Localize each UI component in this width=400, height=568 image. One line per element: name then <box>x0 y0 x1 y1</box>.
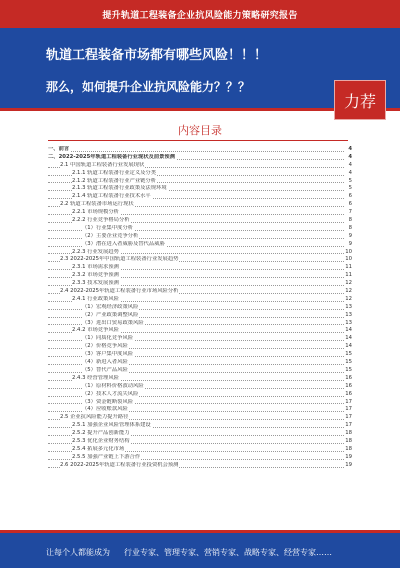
toc-entry-text: 2.5.1 加强企业风险管理体系建设 <box>72 422 151 429</box>
toc-entry-page: 19 <box>345 453 352 460</box>
toc-entry-text: 2.1.4 轨道工程装备行业技术水平 <box>72 193 151 200</box>
toc-entry-page: 13 <box>345 311 352 318</box>
toc-entry-page: 14 <box>345 327 352 334</box>
toc-entry[interactable] <box>48 359 352 367</box>
toc-entry-text: 2.2.1 市场规模分析 <box>72 209 119 216</box>
toc-entry-page: 18 <box>345 430 352 437</box>
toc-entry[interactable] <box>48 312 352 320</box>
toc-entry[interactable] <box>48 264 352 272</box>
toc-entry-page: 8 <box>348 224 352 231</box>
toc-entry-text: 2.2.2 行业竞争格局分析 <box>72 217 130 224</box>
toc-entry-text: （2）产业政策调整风险 <box>82 311 139 318</box>
toc-entry-text: （4）新进入者风险 <box>82 359 128 366</box>
table-of-contents <box>48 146 352 470</box>
toc-entry[interactable] <box>48 327 352 335</box>
toc-entry[interactable] <box>48 454 352 462</box>
toc-entry[interactable] <box>48 406 352 414</box>
toc-entry-text: 2.1 中国轨道工程装备行业发展现状 <box>60 161 145 168</box>
toc-entry-page: 10 <box>345 256 352 263</box>
toc-entry-page: 17 <box>345 422 352 429</box>
toc-entry-page: 12 <box>345 280 352 287</box>
toc-entry[interactable] <box>48 146 352 154</box>
banner-subheadline: 那么，如何提升企业抗风险能力？？？ <box>46 80 251 94</box>
toc-entry-text: 2.4 2022-2025年轨道工程装备行业市场风险分析 <box>60 288 179 295</box>
toc-entry-text: 2.5.2 提升产品创新能力 <box>72 430 130 437</box>
toc-entry-page: 18 <box>345 445 352 452</box>
toc-entry-page: 18 <box>345 437 352 444</box>
toc-entry[interactable] <box>48 217 352 225</box>
toc-entry-text: 2.1.3 轨道工程装备行业政策及法规环境 <box>72 185 167 192</box>
recommend-logo: 力荐 <box>334 80 386 120</box>
toc-entry-page: 16 <box>345 390 352 397</box>
toc-entry[interactable] <box>48 351 352 359</box>
toc-entry[interactable] <box>48 446 352 454</box>
toc-entry[interactable] <box>48 335 352 343</box>
toc-entry[interactable] <box>48 193 352 201</box>
toc-entry[interactable] <box>48 288 352 296</box>
toc-entry-page: 16 <box>345 374 352 381</box>
toc-entry-text: 2.3.1 市场需求预测 <box>72 264 119 271</box>
toc-entry-text: 2.3 2022-2025年中国轨道工程装备行业发展趋势 <box>60 256 179 263</box>
toc-entry-text: 2.6 2022-2025年轨道工程装备行业投资机会预测 <box>60 461 179 468</box>
toc-entry-page: 9 <box>348 232 352 239</box>
toc-entry[interactable] <box>48 249 352 257</box>
toc-entry-text: 2.5 企业抗风险能力提升路径 <box>60 414 129 421</box>
toc-entry-page: 6 <box>348 193 352 200</box>
toc-entry-page: 4 <box>348 153 352 160</box>
toc-entry[interactable] <box>48 399 352 407</box>
toc-entry-text: 2.5.3 优化企业财务结构 <box>72 437 130 444</box>
toc-entry-text: 2.5.4 拓展多元化市场 <box>72 445 125 452</box>
toc-entry-page: 17 <box>345 414 352 421</box>
title-banner <box>0 28 400 111</box>
footer-expert-list: 行业专家、管理专家、营销专家、战略专家、经营专家…… <box>124 548 332 557</box>
toc-entry-page: 15 <box>345 366 352 373</box>
toc-entry-text: 2.3.2 市场竞争预测 <box>72 272 119 279</box>
toc-entry-page: 16 <box>345 382 352 389</box>
toc-entry-page: 5 <box>348 185 352 192</box>
toc-entry[interactable] <box>48 367 352 375</box>
toc-entry[interactable] <box>48 209 352 217</box>
toc-entry-text: （2）技术人才流失风险 <box>82 390 139 397</box>
toc-entry-page: 11 <box>345 272 352 279</box>
toc-entry[interactable] <box>48 320 352 328</box>
toc-title: 内容目录 <box>178 124 222 137</box>
toc-leader-dots <box>48 151 344 152</box>
toc-entry-page: 13 <box>345 303 352 310</box>
toc-entry[interactable] <box>48 383 352 391</box>
toc-entry[interactable] <box>48 438 352 446</box>
toc-entry-text: 2.3.3 技术发展预测 <box>72 280 119 287</box>
toc-entry-page: 4 <box>348 146 352 152</box>
toc-entry-page: 9 <box>348 240 352 247</box>
toc-entry-text: 2.5.5 加强产业链上下游合作 <box>72 453 141 460</box>
toc-entry[interactable] <box>48 201 352 209</box>
toc-entry[interactable] <box>48 241 352 249</box>
toc-entry-page: 4 <box>348 161 352 168</box>
toc-entry[interactable] <box>48 154 352 162</box>
toc-entry-page: 12 <box>345 295 352 302</box>
toc-entry-page: 13 <box>345 319 352 326</box>
toc-entry[interactable] <box>48 225 352 233</box>
toc-entry-page: 11 <box>345 264 352 271</box>
toc-entry[interactable] <box>48 430 352 438</box>
toc-entry[interactable] <box>48 162 352 170</box>
toc-entry[interactable] <box>48 296 352 304</box>
toc-entry[interactable] <box>48 304 352 312</box>
toc-entry-text: （1）同质化竞争风险 <box>82 335 134 342</box>
toc-entry-text: 2.1.1 轨道工程装备行业定义及分类 <box>72 169 157 176</box>
toc-entry[interactable] <box>48 272 352 280</box>
toc-entry-text: 一、前言 <box>48 146 70 152</box>
toc-entry[interactable] <box>48 185 352 193</box>
footer-slogan: 让每个人都能成为 <box>46 548 110 557</box>
report-top-title: 提升轨道工程装备企业抗风险能力策略研究报告 <box>0 0 400 28</box>
toc-entry-page: 17 <box>345 398 352 405</box>
toc-entry-page: 10 <box>345 248 352 255</box>
toc-entry-text: （1）宏观经济政策风险 <box>82 303 139 310</box>
toc-entry-page: 5 <box>348 177 352 184</box>
toc-entry-text: 2.2.3 行业发展趋势 <box>72 248 119 255</box>
toc-divider <box>48 140 348 141</box>
toc-entry-text: （2）价格竞争风险 <box>82 343 128 350</box>
toc-entry[interactable] <box>48 391 352 399</box>
toc-entry-text: （1）原材料价格波动风险 <box>82 382 144 389</box>
toc-entry-text: （3）潜在进入者威胁及替代品威胁 <box>82 240 165 247</box>
toc-entry-text: 2.4.1 行业政策风险 <box>72 295 119 302</box>
toc-entry-page: 19 <box>345 461 352 468</box>
toc-entry-page: 6 <box>348 201 352 208</box>
toc-entry-page: 15 <box>345 359 352 366</box>
toc-entry[interactable] <box>48 233 352 241</box>
toc-entry-text: （3）进出口贸易政策风险 <box>82 319 144 326</box>
toc-entry-page: 17 <box>345 406 352 413</box>
toc-entry-text: （5）替代产品风险 <box>82 366 128 373</box>
toc-entry-page: 15 <box>345 351 352 358</box>
toc-entry[interactable] <box>48 343 352 351</box>
toc-entry-page: 7 <box>348 209 352 216</box>
toc-entry-page: 4 <box>348 169 352 176</box>
toc-entry[interactable] <box>48 422 352 430</box>
toc-entry-text: （4）应收账款风险 <box>82 406 128 413</box>
toc-entry-text: 2.4.3 经营管理风险 <box>72 374 119 381</box>
toc-entry[interactable] <box>48 375 352 383</box>
toc-entry[interactable] <box>48 414 352 422</box>
toc-entry-text: 2.4.2 市场竞争风险 <box>72 327 119 334</box>
toc-entry-text: （2）主要企业竞争分析 <box>82 232 139 239</box>
toc-entry-page: 12 <box>345 288 352 295</box>
toc-entry[interactable] <box>48 256 352 264</box>
toc-entry[interactable] <box>48 462 352 470</box>
toc-entry-text: （3）资金链断裂风险 <box>82 398 134 405</box>
toc-entry-text: 二、2022-2025年轨道工程装备行业现状及前景预测 <box>48 153 176 160</box>
toc-entry[interactable] <box>48 170 352 178</box>
toc-entry-text: 2.1.2 轨道工程装备行业产业链分析 <box>72 177 157 184</box>
banner-headline: 轨道工程装备市场都有哪些风险！！！ <box>46 48 268 63</box>
toc-entry-page: 14 <box>345 343 352 350</box>
toc-entry[interactable] <box>48 280 352 288</box>
toc-entry-page: 8 <box>348 217 352 224</box>
toc-entry-text: （3）客户集中度风险 <box>82 351 134 358</box>
toc-entry-text: 2.2 轨道工程装备市场运行现状 <box>60 201 134 208</box>
toc-entry-page: 14 <box>345 335 352 342</box>
footer-banner <box>0 530 400 568</box>
toc-entry-text: （1）行业集中度分析 <box>82 224 134 231</box>
toc-entry[interactable] <box>48 178 352 186</box>
